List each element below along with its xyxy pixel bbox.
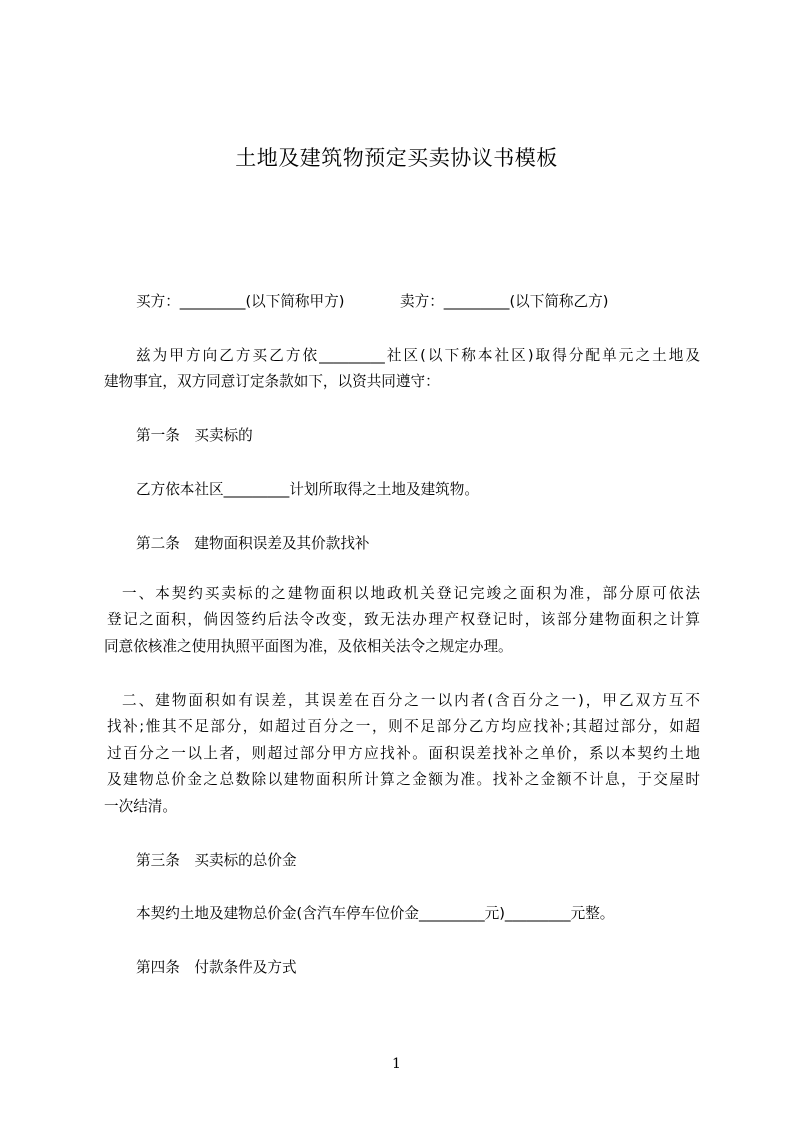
article-2-para-2-line-5: 一次结清。 [104,798,177,815]
article-2-para-2-line-2: 找补;惟其不足部分，如超过百分之一，则不足部分乙方均应找补;其超过部分，如超 [107,718,700,735]
article-2-para-1-line-1: 一、本契约买卖标的之建物面积以地政机关登记完竣之面积为准，部分原可依法 [122,585,700,602]
article-2-para-2-line-4: 及建物总价金之总数除以建物面积所计算之金额为准。找补之金额不计息，于交屋时 [107,771,700,788]
article-2-heading: 第二条 建物面积误差及其价款找补 [136,535,370,552]
page-number: 1 [392,1056,401,1072]
buyer-line: 买方：_________(以下简称甲方) [136,293,345,310]
article-2-para-2-line-3: 过百分之一以上者，则超过部分甲方应找补。面积误差找补之单价，系以本契约土地 [107,745,700,762]
article-4-heading: 第四条 付款条件及方式 [136,959,297,976]
seller-line: 卖方：_________(以下简称乙方) [400,293,609,310]
article-2-para-2-line-1: 二、建物面积如有误差，其误差在百分之一以内者(含百分之一)，甲乙双方互不 [122,692,700,709]
document-title: 土地及建筑物预定买卖协议书模板 [235,146,558,170]
intro-line-1: 兹为甲方向乙方买乙方依_________社区(以下称本社区)取得分配单元之土地及 [136,347,700,364]
article-2-para-1-line-3: 同意依核准之使用执照平面图为准，及依相关法令之规定办理。 [104,638,513,655]
article-3-heading: 第三条 买卖标的总价金 [136,852,297,869]
article-1-heading: 第一条 买卖标的 [136,427,253,444]
article-1-body: 乙方依本社区_________计划所取得之土地及建筑物。 [136,481,479,498]
article-3-body: 本契约土地及建物总价金(含汽车停车位价金_________元)_________元整。 [136,905,615,922]
article-2-para-1-line-2: 登记之面积，倘因签约后法令改变，致无法办理产权登记时，该部分建物面积之计算 [107,611,700,628]
intro-line-2: 建物事宜，双方同意订定条款如下，以资共同遵守： [104,373,440,390]
